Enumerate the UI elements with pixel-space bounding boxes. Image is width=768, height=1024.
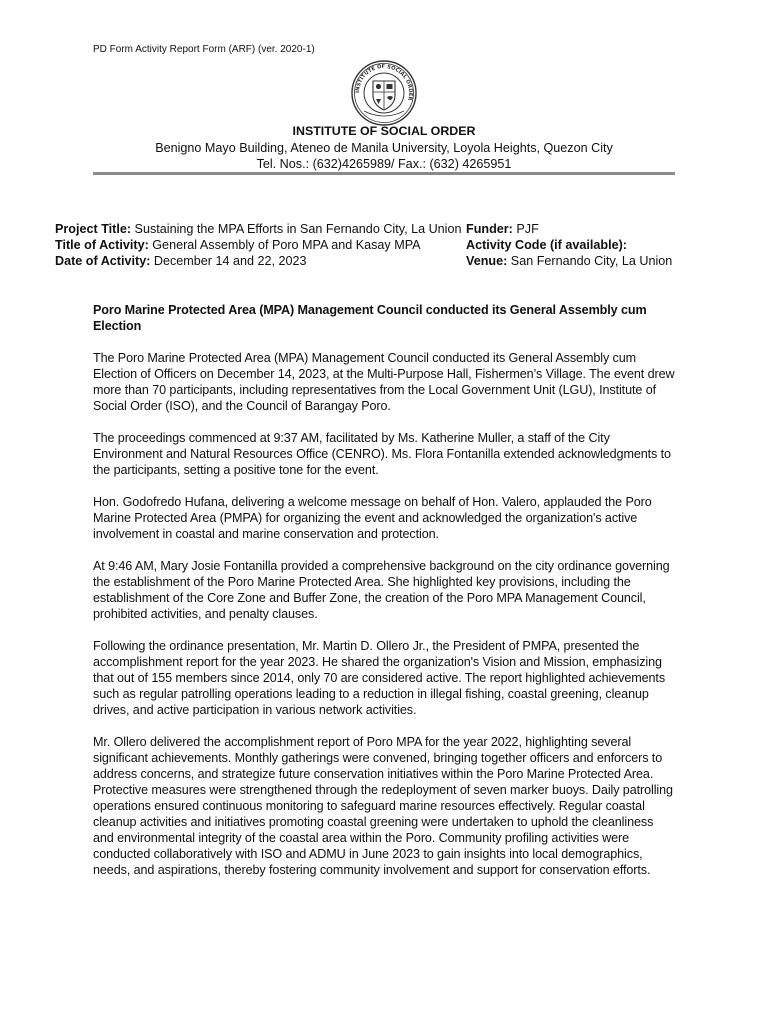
organization-contact: Tel. Nos.: (632)4265989/ Fax.: (632) 4265951 xyxy=(256,157,512,171)
report-paragraph: Following the ordinance presentation, Mr. Martin D. Ollero Jr., the President of PMPA, presented the accomplishment report for the year 2023. He shared the organization's Vision and Mission, emphasizing that out of 155 members since 2014, only 70 are considered active. The report highlighted achievements such as regular patrolling operations leading to a reduction in illegal fishing, coastal greening, cleanup drives, and active participation in various network activities. xyxy=(93,639,666,717)
details-row-project xyxy=(55,221,685,237)
activity-date xyxy=(55,253,307,269)
report-heading: Poro Marine Protected Area (MPA) Management Council conducted its General Assembly cum Election xyxy=(93,303,647,333)
funder-label: Funder: xyxy=(466,222,513,236)
report-paragraph: The Poro Marine Protected Area (MPA) Management Council conducted its General Assembly cum Election of Officers on December 14, 2023, at the Multi-Purpose Hall, Fishermen’s Village. The event drew more than 70 participants, including representatives from the Local Government Unit (LGU), Institute of Social Order (ISO), and the Council of Barangay Poro. xyxy=(93,351,675,413)
activity-title xyxy=(55,237,421,253)
venue xyxy=(466,253,672,269)
report-body xyxy=(93,302,677,894)
organization-name: INSTITUTE OF SOCIAL ORDER xyxy=(292,124,476,138)
details-row-activity xyxy=(55,237,685,253)
report-paragraph: At 9:46 AM, Mary Josie Fontanilla provided a comprehensive background on the city ordinance governing the establishment of the Poro Marine Protected Area. She highlighted key provisions, including the establishment of the Core Zone and Buffer Zone, the creation of the Poro MPA Management Council, prohibited activities, and penalty clauses. xyxy=(93,559,670,621)
svg-text:INSTITUTE OF SOCIAL ORDER: INSTITUTE OF SOCIAL ORDER xyxy=(354,63,414,101)
venue-value: San Fernando City, La Union xyxy=(507,254,673,268)
organization-address: Benigno Mayo Building, Ateneo de Manila University, Loyola Heights, Quezon City xyxy=(155,140,613,155)
date-label: Date of Activity: xyxy=(55,254,151,268)
report-paragraph: Mr. Ollero delivered the accomplishment report of Poro MPA for the year 2022, highlighting several significant achievements. Monthly gatherings were convened, bringing together officers and enforcers to address concerns, and strategize future conservation initiatives within the Poro Marine Protected Area. Protective measures were strengthened through the redeployment of seven marker buoys. Daily patrolling operations ensured continuous monitoring to safeguard marine resources effectively. Regular coastal cleanup activities and initiatives promoting coastal greening were undertaken to uphold the cleanliness and environmental integrity of the coastal area within the Poro. Community profiling activities were conducted collaboratively with ISO and ADMU in June 2023 to gain insights into local demographics, needs, and aspirations, thereby fostering community involvement and support for conservation efforts. xyxy=(93,735,673,877)
report-paragraph: Hon. Godofredo Hufana, delivering a welcome message on behalf of Hon. Valero, applauded the Poro Marine Protected Area (PMPA) for organizing the event and acknowledged the organization's active involvement in coastal and marine conservation and protection. xyxy=(93,495,652,541)
details-row-date xyxy=(55,253,685,269)
venue-label: Venue: xyxy=(466,254,508,268)
project-title-label: Project Title: xyxy=(55,222,132,236)
project-title xyxy=(55,221,461,237)
organization-header xyxy=(93,123,675,173)
funder-value: PJF xyxy=(512,222,539,236)
form-reference: PD Form Activity Report Form (ARF) (ver. 2020-1) xyxy=(93,44,315,55)
funder xyxy=(466,221,539,237)
date-value: December 14 and 22, 2023 xyxy=(150,254,307,268)
activity-title-label: Title of Activity: xyxy=(55,238,149,252)
activity-code xyxy=(466,237,627,253)
project-title-value: Sustaining the MPA Efforts in San Fernando City, La Union xyxy=(131,222,462,236)
activity-title-value: General Assembly of Poro MPA and Kasay MPA xyxy=(148,238,421,252)
institute-seal-logo xyxy=(347,59,421,127)
activity-code-label: Activity Code (if available): xyxy=(466,238,627,252)
report-paragraph: The proceedings commenced at 9:37 AM, facilitated by Ms. Katherine Muller, a staff of the City Environment and Natural Resources Office (CENRO). Ms. Flora Fontanilla extended acknowledgments to the participants, setting a positive tone for the event. xyxy=(93,431,671,477)
header-divider xyxy=(93,172,675,175)
